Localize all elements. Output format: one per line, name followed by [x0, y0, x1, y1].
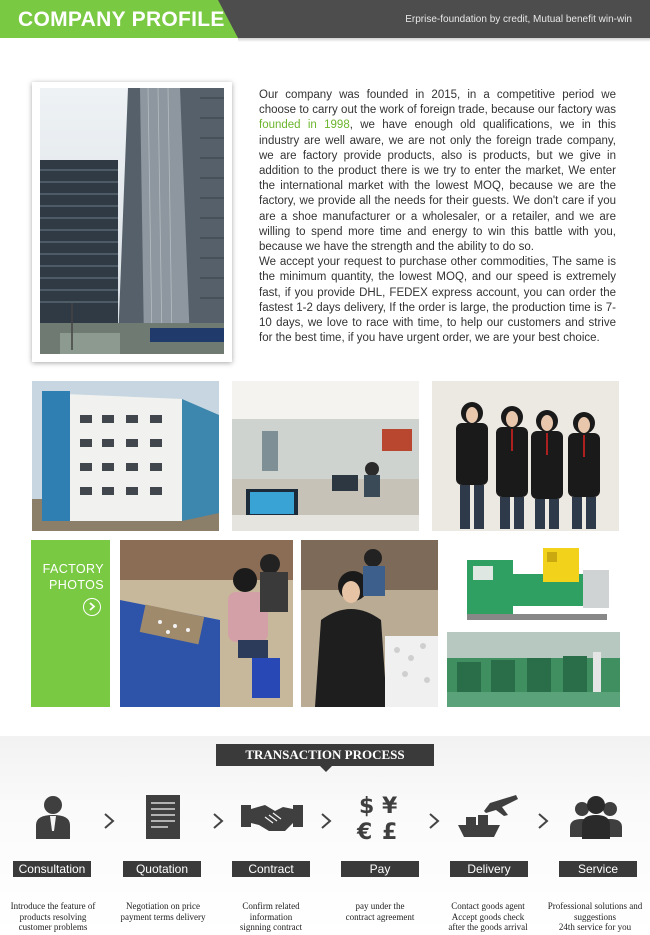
chevron-right-icon	[212, 812, 224, 830]
person-icon	[28, 791, 78, 841]
team-icon	[570, 793, 620, 843]
desc-line: customer problems	[18, 922, 88, 932]
step-pay-label: Pay	[341, 861, 419, 877]
step-contract-desc	[216, 901, 326, 933]
intro-text: , we have enough old qualifications, we in this industry are well aware, we are not only the foreign trade company, we are factory provide products, also is products, but we give in addition to the product there is we try to enter the market, We enter the international market with the lowest MOQ, because we are the factory, we provide all the needs for their guests. We don't care if you are a shoe manufacturer or a wholesaler, or a retailer, and we are willing to spend more time and energy to win this battle with you, because we have the strength and the ability to do so.	[259, 119, 617, 254]
step-pay-desc	[325, 901, 435, 922]
svg-text:$: $	[359, 794, 375, 819]
arrow-right-circle-icon[interactable]	[83, 598, 101, 616]
header-slogan: Erprise-foundation by credit, Mutual benefit win-win	[405, 14, 632, 25]
factory-photos-line-1: FACTORY	[42, 562, 104, 576]
header-bar	[0, 0, 650, 38]
desc-line: Professional solutions and	[547, 901, 643, 911]
page-title: COMPANY PROFILE	[18, 8, 225, 31]
desc-line: Accept goods check	[451, 911, 525, 922]
desc-line: 24th service for you	[558, 922, 632, 932]
desc-line: payment terms delivery	[120, 911, 206, 922]
desc-line: after the goods arrival	[448, 922, 528, 932]
chevron-right-icon	[320, 812, 332, 830]
factory-building-photo	[32, 381, 219, 531]
factory-photos-label	[31, 540, 110, 707]
intro-paragraph-2: We accept your request to purchase other commodities, The same is the minimum quantity, the lowest MOQ, and our speed is extremely fast, if you provide DHL, FEDEX express account, you can order the fastest 1-2 days delivery, If the order is large, the production time is 7-10 days, we love to race with time, to help our customers and strive for the best time, if you have urgent order, we are your best choice.	[259, 256, 616, 345]
transaction-title-box	[216, 744, 434, 766]
building-photo	[32, 82, 232, 362]
ship-plane-icon	[456, 793, 506, 843]
title-pointer	[320, 766, 332, 772]
header-shadow	[238, 38, 650, 42]
desc-line: products resolving	[19, 911, 87, 922]
step-service-desc	[540, 901, 650, 933]
currency-icon	[356, 789, 406, 843]
transaction-title: TRANSACTION PROCESS	[245, 747, 405, 762]
company-intro	[259, 88, 616, 346]
desc-line: Confirm related	[242, 901, 300, 911]
desc-line: pay under the	[355, 901, 405, 911]
document-icon	[138, 791, 188, 841]
desc-line: suggestions	[573, 911, 616, 922]
step-service-label: Service	[559, 861, 637, 877]
handshake-icon	[241, 791, 291, 841]
office-photo	[232, 381, 419, 531]
chevron-right-icon	[428, 812, 440, 830]
step-quotation-desc	[108, 901, 218, 922]
step-consultation-desc	[0, 901, 108, 933]
step-contract-label: Contract	[232, 861, 310, 877]
chevron-right-icon	[537, 812, 549, 830]
desc-line: information	[249, 911, 293, 922]
workshop-photo-2	[301, 540, 438, 707]
step-delivery-label: Delivery	[450, 861, 528, 877]
svg-text:€: €	[357, 820, 373, 843]
desc-line: contract agreement	[345, 911, 415, 922]
step-consultation-label: Consultation	[13, 861, 91, 877]
step-delivery-desc	[433, 901, 543, 933]
desc-line: Introduce the feature of	[10, 901, 96, 911]
desc-line: signning contract	[239, 922, 303, 932]
machine-photo	[447, 540, 620, 627]
desc-line: Contact goods agent	[451, 901, 525, 911]
svg-text:¥: ¥	[382, 794, 398, 819]
chevron-right-icon	[103, 812, 115, 830]
intro-text: Our company was founded in 2015, in a competitive period we choose to carry out the work of foreign trade, because our factory was	[259, 89, 616, 117]
desc-line: Negotiation on price	[126, 901, 200, 911]
staff-photo	[432, 381, 619, 531]
svg-text:£: £	[382, 820, 398, 843]
production-line-photo	[447, 632, 620, 707]
step-quotation-label: Quotation	[123, 861, 201, 877]
factory-photos-line-2: PHOTOS	[49, 578, 104, 592]
intro-paragraph-1	[259, 88, 616, 255]
founded-highlight: founded in 1998	[259, 119, 350, 132]
workshop-photo-1	[120, 540, 293, 707]
